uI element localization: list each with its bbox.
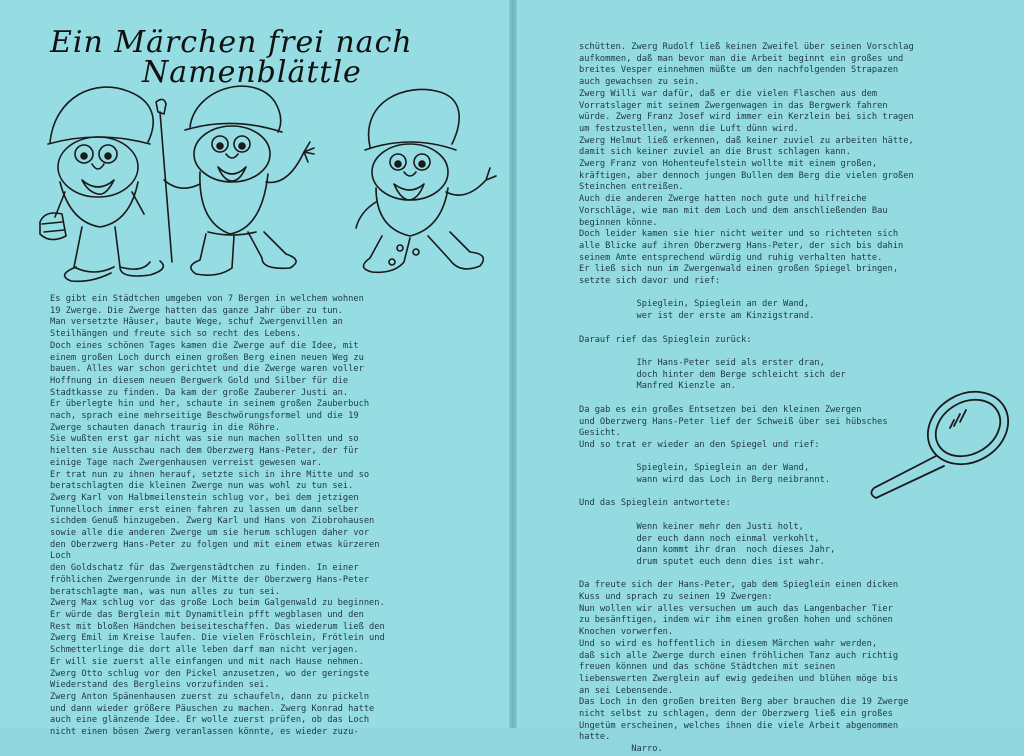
left-text-line: den Oberzwerg Hans-Peter zu folgen und mit einem etwas kürzeren bbox=[50, 539, 380, 550]
right-text-line: Doch leider kamen sie hier nicht weiter und so richteten sich bbox=[579, 229, 899, 240]
right-text-line: Vorschläge, wie man mit dem Loch und dem anschließenden Bau bbox=[579, 205, 888, 216]
right-text-line: der euch dann noch einmal verkohlt, bbox=[579, 533, 820, 544]
right-text-line: Narro. bbox=[579, 744, 663, 755]
left-text-line: auch eine glänzende Idee. Er wolle zuerst prüfen, ob das Loch bbox=[50, 715, 370, 726]
right-text-line: Nun wollen wir alles versuchen um auch das Langenbacher Tier bbox=[579, 603, 893, 614]
right-text-line: Knochen vorwerfen. bbox=[579, 627, 674, 638]
left-text-line: Wiederstand des Bergleins vorzufinden sei. bbox=[50, 680, 270, 691]
right-text-line bbox=[579, 510, 914, 522]
left-text-line: Zwerg Max schlug vor das große Loch beim Galgenwald zu beginnen. bbox=[50, 598, 385, 609]
right-text-line: zu besänftigen, indem wir ihm einen großen hohen und schönen bbox=[579, 615, 893, 626]
left-text-line: Man versetzte Häuser, baute Wege, schuf Zwergenvillen an bbox=[50, 317, 343, 328]
right-text-line: doch hinter dem Berge schleicht sich der bbox=[579, 369, 846, 380]
title-line-2: Namenblättle bbox=[142, 55, 362, 90]
right-text-line: Darauf rief das Spieglein zurück: bbox=[579, 334, 752, 345]
right-text-line bbox=[579, 569, 914, 581]
dwarf-right bbox=[356, 89, 496, 272]
right-text-line: aufkommen, daß man bevor man die Arbeit beginnt ein großes und bbox=[579, 53, 904, 64]
right-text-line: Und so wird es hoffentlich in diesem Märchen wahr werden, bbox=[579, 638, 878, 649]
right-text-line bbox=[579, 346, 914, 358]
left-text-line: Er trat nun zu ihnen herauf, setzte sich in ihre Mitte und so bbox=[50, 469, 370, 480]
left-text-line: nach, sprach eine mehrseitige Beschwörungsformel und die 19 bbox=[50, 411, 359, 422]
dwarf-middle bbox=[164, 86, 314, 275]
right-text-line: Manfred Kienzle an. bbox=[579, 381, 736, 392]
right-text-line: Vorratslager mit seinem Zwergenwagen in das Bergwerk fahren bbox=[579, 100, 888, 111]
title-line-1: Ein Märchen frei nach bbox=[50, 25, 413, 60]
left-text-line: Zwerg Emil im Kreise laufen. Die vielen Fröschlein, Frötlein und bbox=[50, 633, 385, 644]
right-text-line: Ihr Hans-Peter seid als erster dran, bbox=[579, 357, 825, 368]
left-text-line: Loch bbox=[50, 551, 71, 562]
right-text-line: schütten. Zwerg Rudolf ließ keinen Zweifel über seinen Vorschlag bbox=[579, 42, 914, 52]
right-text-line: damit sich keiner zuviel an die Brust schlagen kann. bbox=[579, 147, 851, 158]
right-text-line: Und das Spieglein antwortete: bbox=[579, 498, 731, 509]
right-text-line: Zwerg Franz von Hohenteufelstein wollte mit einem großen, bbox=[579, 159, 878, 170]
right-text-line: daß sich alle Zwerge durch einen fröhlichen Tanz auch richtig bbox=[579, 650, 899, 661]
right-text-line: Spieglein, Spieglein an der Wand, bbox=[579, 463, 810, 474]
right-text-line: Zwerg Willi war dafür, daß er die vielen Flaschen aus dem bbox=[579, 88, 878, 99]
right-text-line: Das Loch in den großen breiten Berg aber brauchen die 19 Zwerge bbox=[579, 697, 909, 708]
right-text-line: liebenswerten Zwerglein auf ewig gedeihen und blühen möge bis bbox=[579, 673, 899, 684]
right-text-line: und Oberzwerg Hans-Peter lief der Schweiß über sei hübsches bbox=[579, 416, 888, 427]
right-text-line: breites Vesper einnehmen müßte um den nachfolgenden Strapazen bbox=[579, 65, 899, 76]
left-text-line: Sie wußten erst gar nicht was sie nun machen sollten und so bbox=[50, 434, 359, 445]
left-text-line: 19 Zwerge. Die Zwerge hatten das ganze Jahr über zu tun. bbox=[50, 305, 343, 316]
left-text-line: Stadtkasse zu finden. Da kam der große Zauberer Justi an. bbox=[50, 387, 349, 398]
left-text-line: Zwerge schauten danach traurig in die Röhre. bbox=[50, 422, 281, 433]
right-text-line: seinem Amte entsprechend würdig und ruhig verhalten hatte. bbox=[579, 252, 883, 263]
right-text-line: wann wird das Loch in Berg neibrannt. bbox=[579, 475, 831, 486]
right-text-line: setzte sich davor und rief: bbox=[579, 276, 721, 287]
left-text-line: Tunnelloch immer erst einen fahren zu lassen um dann selber bbox=[50, 504, 359, 515]
right-text-line: Steinchen entreißen. bbox=[579, 182, 684, 193]
left-text-line: fröhlichen Zwergenrunde in der Mitte der Oberzwerg Hans-Peter bbox=[50, 574, 370, 585]
left-text-line: Zwerg Otto schlug vor den Pickel anzusetzen, wo der geringste bbox=[50, 668, 370, 679]
right-text-line: drum sputet euch denn dies ist wahr. bbox=[579, 556, 825, 567]
right-text-line: Und so trat er wieder an den Spiegel und rief: bbox=[579, 439, 820, 450]
right-text-line: nicht selbst zu schlagen, denn der Oberzwerg ließ ein großes bbox=[579, 709, 893, 720]
left-text-line: und dann wieder größere Päuschen zu machen. Zwerg Konrad hatte bbox=[50, 703, 375, 714]
right-text-line bbox=[579, 393, 914, 405]
booklet-spine bbox=[509, 0, 517, 728]
left-text-line: Hoffnung in diesem neuen Bergwerk Gold und Silber für die bbox=[50, 375, 349, 386]
left-text-line: Zwerg Anton Spänenhausen zuerst zu schaufeln, dann zu pickeln bbox=[50, 691, 370, 702]
left-column-text bbox=[50, 294, 385, 739]
right-text-line: Wenn keiner mehr den Justi holt, bbox=[579, 521, 804, 532]
left-text-line: Steilhängen und freute sich so recht des Lebens. bbox=[50, 329, 302, 340]
left-text-line: sichdem Genuß hinzugeben. Zwerg Karl und Hans von Ziobrohausen bbox=[50, 516, 375, 527]
right-text-line: kräftigen, aber dennoch jungen Bullen dem Berg die vielen großen bbox=[579, 170, 914, 181]
right-text-line: freuen können und das schöne Städtchen mit seinen bbox=[579, 662, 836, 673]
right-text-line: an sei Lebensende. bbox=[579, 685, 674, 696]
three-dwarfs-illustration bbox=[20, 72, 500, 287]
left-text-line: Er überlegte hin und her, schaute in seinem großen Zauberbuch bbox=[50, 399, 370, 410]
right-text-line: Gesicht. bbox=[579, 428, 621, 439]
right-text-line: auch gewachsen zu sein. bbox=[579, 77, 700, 88]
left-text-line: sowie alle die anderen Zwerge um sie herum schlugen daher vor bbox=[50, 528, 370, 539]
left-text-line: nicht einen bösen Zwerg veranlassen könnte, es wieder zuzu- bbox=[50, 727, 359, 738]
right-text-line: wer ist der erste am Kinzigstrand. bbox=[579, 311, 815, 322]
right-text-line: Da gab es ein großes Entsetzen bei den kleinen Zwergen bbox=[579, 404, 862, 415]
left-text-line: einem großen Loch durch einen großen Berg einen neuen Weg zu bbox=[50, 352, 364, 363]
right-text-line: beginnen könne. bbox=[579, 217, 658, 228]
left-text-line: Rest mit bloßen Händchen beiseiteschaffen. Das wiederum ließ den bbox=[50, 621, 385, 632]
left-text-line: Er würde das Berglein mit Dynamitlein pfft wegblasen und den bbox=[50, 609, 364, 620]
left-text-line: den Goldschatz für das Zwergenstädtchen zu finden. In einer bbox=[50, 563, 359, 574]
left-text-line: Zwerg Karl von Halbmeilenstein schlug vor, bei dem jetzigen bbox=[50, 492, 359, 503]
right-text-line: hatte. bbox=[579, 732, 611, 743]
left-text-line: Es gibt ein Städtchen umgeben von 7 Bergen in welchem wohnen bbox=[50, 294, 364, 304]
right-text-line: Spieglein, Spieglein an der Wand, bbox=[579, 299, 810, 310]
right-text-line bbox=[579, 452, 914, 464]
right-text-line: um festzustellen, wenn die Luft dünn wird. bbox=[579, 123, 799, 134]
right-text-line: würde. Zwerg Franz Josef wird immer ein Kerzlein bei sich tragen bbox=[579, 112, 914, 123]
left-text-line: Er will sie zuerst alle einfangen und mit nach Hause nehmen. bbox=[50, 656, 364, 667]
right-text-line: Da freute sich der Hans-Peter, gab dem Spieglein einen dicken bbox=[579, 580, 899, 591]
right-text-line: Zwerg Helmut ließ erkennen, daß keiner zuviel zu arbeiten hätte, bbox=[579, 135, 914, 146]
right-text-line: Kuss und sprach zu seinen 19 Zwergen: bbox=[579, 592, 773, 603]
left-text-line: Schmetterlinge die dort alle leben darf man nicht verjagen. bbox=[50, 645, 359, 656]
dwarf-left bbox=[40, 87, 163, 281]
left-text-line: Doch eines schönen Tages kamen die Zwerge auf die Idee, mit bbox=[50, 340, 359, 351]
left-text-line: beratschlagten die kleinen Zwerge nun was wohl zu tun sei. bbox=[50, 481, 354, 492]
right-column-text bbox=[579, 42, 914, 756]
left-text-line: bauen. Alles war schon gerichtet und die Zwerge waren voller bbox=[50, 364, 364, 375]
right-text-line bbox=[579, 323, 914, 335]
right-text-line: alle Blicke auf ihren Oberzwerg Hans-Peter, der sich bis dahin bbox=[579, 240, 904, 251]
left-text-line: beratschlagte man, was nun alles zu tun sei. bbox=[50, 586, 281, 597]
right-text-line: Er ließ sich nun im Zwergenwald einen großen Spiegel bringen, bbox=[579, 264, 899, 275]
hand-mirror-drawing bbox=[868, 380, 1018, 500]
left-text-line: hielten sie Ausschau nach dem Oberzwerg Hans-Peter, der für bbox=[50, 446, 359, 457]
right-text-line: Ungetüm erscheinen, welches ihnen die viele Arbeit abgenommen bbox=[579, 720, 899, 731]
left-text-line: einige Tage nach Zwergenhausen verreist gewesen war. bbox=[50, 457, 322, 468]
right-text-line: dann kommt ihr dran noch dieses Jahr, bbox=[579, 545, 836, 556]
right-text-line: Auch die anderen Zwerge hatten noch gute und hilfreiche bbox=[579, 194, 867, 205]
right-text-line bbox=[579, 288, 914, 300]
right-text-line bbox=[579, 487, 914, 499]
